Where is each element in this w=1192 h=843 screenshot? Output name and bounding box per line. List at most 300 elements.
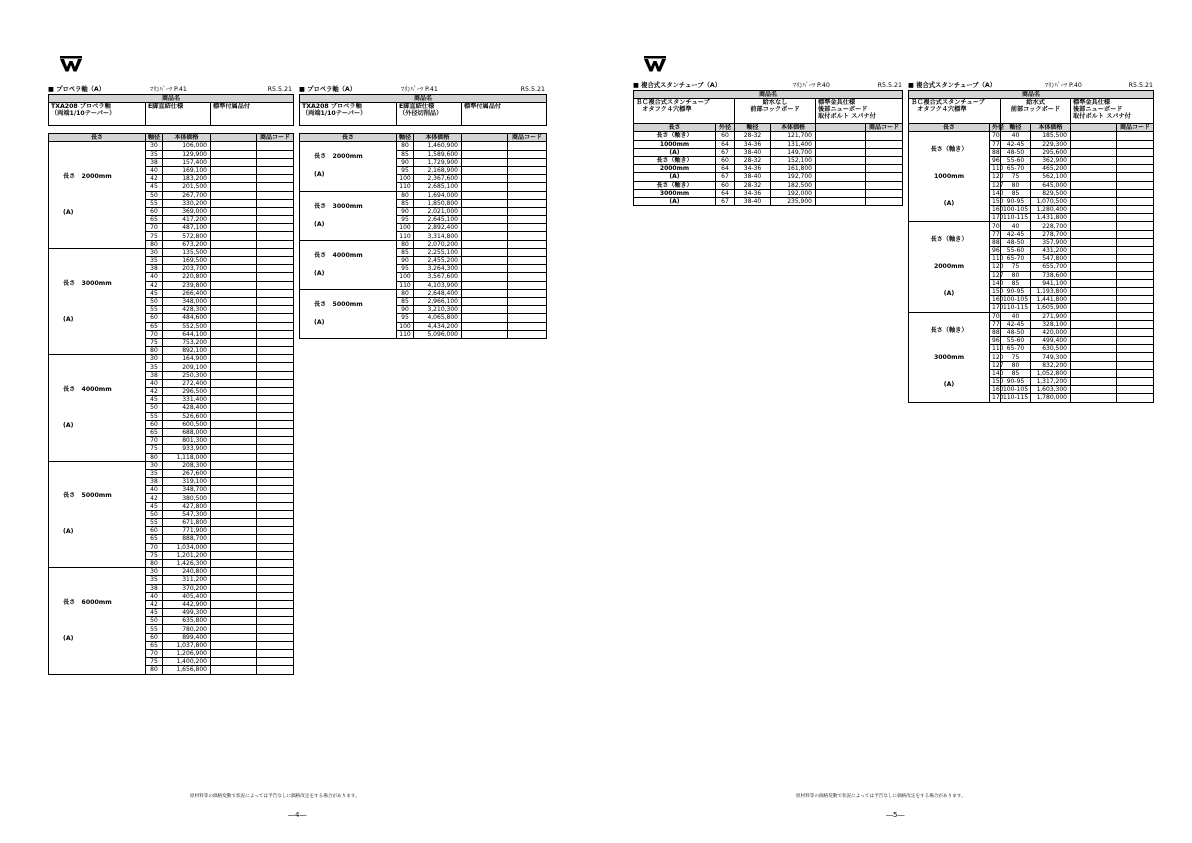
body-price: 311,200 <box>163 576 211 584</box>
body-price: 753,200 <box>163 338 211 346</box>
shaft-diameter: 110 <box>397 183 414 191</box>
body-price: 933,900 <box>163 445 211 453</box>
product-code-cell <box>508 183 547 191</box>
product-code-cell <box>257 248 294 256</box>
product-spec-cell: 給水式 前部コックボード <box>1001 99 1071 124</box>
blank-cell <box>1071 230 1117 238</box>
shaft-diameter: 85 <box>397 297 414 305</box>
shaft-diameter: 34-36 <box>735 189 771 197</box>
column-header <box>462 134 508 142</box>
blank-cell <box>462 265 508 273</box>
blank-cell <box>462 175 508 183</box>
product-name-header: 商品名 <box>300 95 547 103</box>
shaft-diameter: 45 <box>146 289 163 297</box>
shaft-diameter: 50 <box>146 404 163 412</box>
product-code-cell <box>866 165 903 173</box>
shaft-diameter: 38 <box>146 371 163 379</box>
outer-diameter: 160 <box>990 386 1001 394</box>
blank-cell <box>211 453 257 461</box>
blank-cell <box>462 289 508 297</box>
body-price: 635,800 <box>163 617 211 625</box>
product-code-cell <box>1117 361 1154 369</box>
blank-cell <box>211 609 257 617</box>
product-code-cell <box>257 650 294 658</box>
shaft-diameter: 75 <box>146 445 163 453</box>
product-code-cell <box>508 175 547 183</box>
body-price: 330,200 <box>163 199 211 207</box>
body-price: 131,400 <box>771 140 816 148</box>
product-code-cell <box>257 404 294 412</box>
product-code-cell <box>257 199 294 207</box>
shaft-diameter: 100-105 <box>1001 206 1031 214</box>
blank-cell <box>816 140 866 148</box>
shaft-diameter: 80 <box>146 453 163 461</box>
product-code-cell <box>508 265 547 273</box>
shaft-diameter: 70 <box>146 543 163 551</box>
catalog-reference: ﾏﾘﾝﾊﾟｰﾂ P.40 <box>1045 82 1082 89</box>
body-price: 348,000 <box>163 297 211 305</box>
shaft-diameter: 110-115 <box>1001 214 1031 222</box>
blank-cell <box>462 191 508 199</box>
body-price: 1,034,000 <box>163 543 211 551</box>
product-code-cell <box>1117 337 1154 345</box>
product-name-cell: TXA208 プロペラ軸 （両端1/10テーパー） <box>49 103 146 126</box>
shaft-diameter: 34-36 <box>735 165 771 173</box>
propeller-shaft-price-table <box>48 94 294 675</box>
blank-cell <box>816 156 866 164</box>
blank-cell <box>462 240 508 248</box>
shaft-diameter: 45 <box>146 183 163 191</box>
shaft-diameter: 35 <box>146 363 163 371</box>
body-price: 1,589,600 <box>414 150 462 158</box>
shaft-diameter: 42 <box>146 175 163 183</box>
page-number: ―5― <box>886 811 905 819</box>
shaft-diameter: 55-60 <box>1001 337 1031 345</box>
product-code-cell <box>508 224 547 232</box>
blank-cell <box>211 314 257 322</box>
outer-diameter: 60 <box>716 132 735 140</box>
body-price: 749,300 <box>1031 353 1071 361</box>
shaft-diameter: 55 <box>146 306 163 314</box>
blank-cell <box>1071 369 1117 377</box>
outer-diameter: 120 <box>990 353 1001 361</box>
shaft-diameter: 38-40 <box>735 197 771 205</box>
outer-diameter: 60 <box>716 156 735 164</box>
blank-cell <box>211 207 257 215</box>
shaft-diameter: 38-40 <box>735 173 771 181</box>
outer-diameter: 64 <box>716 140 735 148</box>
product-code-cell <box>257 150 294 158</box>
product-name-header: 商品名 <box>634 91 903 99</box>
body-price: 2,966,100 <box>414 297 462 305</box>
blank-cell <box>211 379 257 387</box>
body-price: 771,900 <box>163 527 211 535</box>
body-price: 1,052,800 <box>1031 369 1071 377</box>
product-code-cell <box>1117 328 1154 336</box>
column-header: 外径 <box>990 124 1001 132</box>
revision-date: R5.5.21 <box>520 86 545 93</box>
outer-diameter: 88 <box>990 328 1001 336</box>
body-price: 296,500 <box>163 388 211 396</box>
body-price: 192,000 <box>771 189 816 197</box>
blank-cell <box>816 173 866 181</box>
shaft-diameter: 42-45 <box>1001 230 1031 238</box>
body-price: 1,656,800 <box>163 666 211 674</box>
product-code-cell <box>257 191 294 199</box>
shaft-diameter: 50 <box>146 617 163 625</box>
outer-diameter: 96 <box>990 156 1001 164</box>
shaft-diameter: 60 <box>146 420 163 428</box>
table-row <box>634 165 903 173</box>
body-price: 499,300 <box>163 609 211 617</box>
blank-cell <box>211 338 257 346</box>
product-code-cell <box>257 306 294 314</box>
blank-cell <box>462 248 508 256</box>
product-accessory-cell: 標準金具仕様 後部ニューボード 取付ボルト スパナ付 <box>816 99 903 124</box>
blank-cell <box>211 502 257 510</box>
outer-diameter: 140 <box>990 189 1001 197</box>
shaft-diameter: 75 <box>146 338 163 346</box>
shaft-diameter: 40 <box>146 273 163 281</box>
blank-cell <box>211 265 257 273</box>
shaft-diameter: 48-50 <box>1001 238 1031 246</box>
body-price: 552,500 <box>163 322 211 330</box>
shaft-diameter: 85 <box>397 150 414 158</box>
blank-cell <box>211 494 257 502</box>
body-price: 832,200 <box>1031 361 1071 369</box>
blank-cell <box>211 461 257 469</box>
blank-cell <box>211 289 257 297</box>
blank-cell <box>1071 271 1117 279</box>
body-price: 484,600 <box>163 314 211 322</box>
product-code-cell <box>1117 206 1154 214</box>
product-accessory-cell: 標準付属品付 <box>462 103 547 126</box>
shaft-diameter: 38-40 <box>735 148 771 156</box>
product-code-cell <box>257 478 294 486</box>
blank-cell <box>211 347 257 355</box>
shaft-diameter: 65-70 <box>1001 165 1031 173</box>
blank-cell <box>462 166 508 174</box>
outer-diameter: 67 <box>716 197 735 205</box>
body-price: 185,500 <box>1031 132 1071 140</box>
product-code-cell <box>257 240 294 248</box>
body-price: 235,900 <box>771 197 816 205</box>
shaft-diameter: 75 <box>1001 353 1031 361</box>
body-price: 250,300 <box>163 371 211 379</box>
blank-cell <box>211 355 257 363</box>
product-code-cell <box>257 207 294 215</box>
shaft-diameter: 75 <box>146 232 163 240</box>
blank-cell <box>462 199 508 207</box>
blank-cell <box>1071 279 1117 287</box>
shaft-diameter: 110 <box>397 232 414 240</box>
shaft-diameter: 55-60 <box>1001 156 1031 164</box>
blank-cell <box>211 150 257 158</box>
shaft-diameter: 95 <box>397 166 414 174</box>
body-price: 547,300 <box>163 510 211 518</box>
blank-cell <box>211 306 257 314</box>
body-price: 267,600 <box>163 469 211 477</box>
shaft-diameter: 90 <box>397 306 414 314</box>
catalog-reference: ﾏﾘﾝﾊﾟｰﾂ P.41 <box>150 86 187 93</box>
product-code-cell <box>1117 156 1154 164</box>
body-price: 182,500 <box>771 181 816 189</box>
body-price: 888,700 <box>163 535 211 543</box>
revision-date: R5.5.21 <box>1128 82 1153 89</box>
product-code-cell <box>257 330 294 338</box>
length-group-label: 長さ 6000mm (A) <box>49 568 146 674</box>
body-price: 295,600 <box>1031 148 1071 156</box>
outer-diameter: 127 <box>990 361 1001 369</box>
body-price: 267,700 <box>163 191 211 199</box>
column-header: 長さ <box>909 124 990 132</box>
product-code-cell <box>257 617 294 625</box>
body-price: 369,000 <box>163 207 211 215</box>
product-code-cell <box>257 166 294 174</box>
blank-cell <box>816 148 866 156</box>
product-code-cell <box>257 625 294 633</box>
body-price: 1,431,800 <box>1031 214 1071 222</box>
blank-cell <box>211 617 257 625</box>
shaft-diameter: 80 <box>1001 181 1031 189</box>
product-code-cell <box>1117 287 1154 295</box>
shaft-diameter: 95 <box>397 216 414 224</box>
body-price: 630,500 <box>1031 345 1071 353</box>
body-price: 239,800 <box>163 281 211 289</box>
product-code-cell <box>508 297 547 305</box>
blank-cell <box>462 216 508 224</box>
blank-cell <box>211 592 257 600</box>
product-spec-cell: E脚直結仕様 （外径切削品） <box>397 103 462 126</box>
body-price: 129,900 <box>163 150 211 158</box>
length-group-label: 長さ（軸き） 1000mm (A) <box>909 132 990 222</box>
shaft-diameter: 45 <box>146 502 163 510</box>
shaft-diameter: 30 <box>146 355 163 363</box>
product-code-cell <box>257 568 294 576</box>
body-price: 1,317,200 <box>1031 378 1071 386</box>
body-price: 1,780,000 <box>1031 394 1071 402</box>
shaft-diameter: 65-70 <box>1001 345 1031 353</box>
shaft-diameter: 55 <box>146 412 163 420</box>
table-row <box>300 191 547 199</box>
outer-diameter: 160 <box>990 206 1001 214</box>
shaft-diameter: 60 <box>146 527 163 535</box>
product-code-cell <box>257 420 294 428</box>
table-row <box>300 142 547 150</box>
product-code-cell <box>257 355 294 363</box>
outer-diameter: 110 <box>990 345 1001 353</box>
product-code-cell <box>257 175 294 183</box>
body-price: 899,400 <box>163 633 211 641</box>
product-code-cell <box>1117 312 1154 320</box>
product-code-cell <box>257 158 294 166</box>
section-header <box>908 81 1153 90</box>
body-price: 655,700 <box>1031 263 1071 271</box>
table-row <box>300 289 547 297</box>
blank-cell <box>211 297 257 305</box>
body-price: 240,800 <box>163 568 211 576</box>
product-code-cell <box>257 461 294 469</box>
table-row <box>909 312 1154 320</box>
column-header: 長さ <box>49 134 146 142</box>
body-price: 3,567,600 <box>414 273 462 281</box>
length-group-label: 長さ 2000mm (A) <box>49 142 146 248</box>
blank-cell <box>211 330 257 338</box>
blank-cell <box>462 314 508 322</box>
blank-cell <box>816 165 866 173</box>
blank-cell <box>1071 304 1117 312</box>
shaft-diameter: 55 <box>146 199 163 207</box>
blank-cell <box>1071 206 1117 214</box>
product-code-cell <box>508 330 547 338</box>
shaft-diameter: 28-32 <box>735 132 771 140</box>
blank-cell <box>1071 337 1117 345</box>
body-price: 442,900 <box>163 600 211 608</box>
blank-cell <box>211 486 257 494</box>
blank-cell <box>1071 386 1117 394</box>
blank-cell <box>211 428 257 436</box>
blank-cell <box>462 183 508 191</box>
blank-cell <box>462 297 508 305</box>
outer-diameter: 70 <box>990 312 1001 320</box>
shaft-diameter: 30 <box>146 461 163 469</box>
product-code-cell <box>1117 345 1154 353</box>
shaft-diameter: 40 <box>1001 222 1031 230</box>
shaft-diameter: 70 <box>146 650 163 658</box>
blank-cell <box>462 224 508 232</box>
product-code-cell <box>1117 353 1154 361</box>
blank-cell <box>211 363 257 371</box>
product-code-cell <box>257 297 294 305</box>
body-price: 431,200 <box>1031 247 1071 255</box>
blank-cell <box>211 445 257 453</box>
section-title: ■ 複合式スタンチューブ（A） <box>633 82 722 89</box>
shaft-diameter: 38 <box>146 478 163 486</box>
body-price: 192,700 <box>771 173 816 181</box>
table-row <box>49 568 294 576</box>
outer-diameter: 160 <box>990 296 1001 304</box>
product-code-cell <box>1117 189 1154 197</box>
product-code-cell <box>508 281 547 289</box>
propeller-shaft-machined-price-table <box>299 94 547 339</box>
shaft-diameter: 45 <box>146 396 163 404</box>
blank-cell <box>1071 394 1117 402</box>
product-code-cell <box>257 388 294 396</box>
outer-diameter: 110 <box>990 255 1001 263</box>
product-code-cell <box>257 363 294 371</box>
body-price: 420,000 <box>1031 328 1071 336</box>
product-spec-cell: E脚直結仕様 <box>146 103 211 126</box>
blank-cell <box>1071 214 1117 222</box>
shaft-diameter: 85 <box>1001 279 1031 287</box>
body-price: 4,065,800 <box>414 314 462 322</box>
outer-diameter: 140 <box>990 279 1001 287</box>
product-code-cell <box>508 207 547 215</box>
shaft-diameter: 35 <box>146 576 163 584</box>
outer-diameter: 170 <box>990 394 1001 402</box>
blank-cell <box>211 535 257 543</box>
outer-diameter: 150 <box>990 197 1001 205</box>
blank-cell <box>211 396 257 404</box>
product-name-cell: TXA208 プロペラ軸 （両端1/10テーパー） <box>300 103 397 126</box>
blank-cell <box>1071 255 1117 263</box>
body-price: 499,400 <box>1031 337 1071 345</box>
blank-cell <box>211 216 257 224</box>
body-price: 465,200 <box>1031 165 1071 173</box>
body-price: 1,605,900 <box>1031 304 1071 312</box>
shaft-diameter: 80 <box>397 142 414 150</box>
column-header: 商品コード <box>508 134 547 142</box>
blank-cell <box>1071 148 1117 156</box>
table-row <box>634 140 903 148</box>
length-group-label: 長さ 5000mm (A) <box>49 461 146 567</box>
outer-diameter: 88 <box>990 238 1001 246</box>
product-code-cell <box>257 519 294 527</box>
table-row <box>49 461 294 469</box>
product-code-cell <box>1117 271 1154 279</box>
product-name-header: 商品名 <box>49 95 294 103</box>
product-code-cell <box>257 273 294 281</box>
body-price: 417,200 <box>163 216 211 224</box>
body-price: 829,500 <box>1031 189 1071 197</box>
body-price: 644,100 <box>163 330 211 338</box>
product-code-cell <box>1117 181 1154 189</box>
body-price: 362,900 <box>1031 156 1071 164</box>
outer-diameter: 67 <box>716 148 735 156</box>
shaft-diameter: 60 <box>146 207 163 215</box>
shaft-diameter: 85 <box>397 199 414 207</box>
table-row <box>49 248 294 256</box>
shaft-diameter: 75 <box>146 551 163 559</box>
blank-cell <box>211 559 257 567</box>
table-row <box>634 148 903 156</box>
body-price: 1,850,800 <box>414 199 462 207</box>
body-price: 780,200 <box>163 625 211 633</box>
blank-cell <box>462 207 508 215</box>
table-row <box>300 240 547 248</box>
body-price: 272,400 <box>163 379 211 387</box>
body-price: 2,892,400 <box>414 224 462 232</box>
product-code-cell <box>508 314 547 322</box>
shaft-diameter: 80 <box>397 240 414 248</box>
length-group-label: 長さ（軸き） <box>634 156 716 164</box>
blank-cell <box>211 142 257 150</box>
column-header <box>816 124 866 132</box>
body-price: 427,800 <box>163 502 211 510</box>
product-code-cell <box>866 197 903 205</box>
shaft-diameter: 35 <box>146 469 163 477</box>
shaft-diameter: 100 <box>397 175 414 183</box>
shaft-diameter: 110-115 <box>1001 394 1031 402</box>
shaft-diameter: 65 <box>146 535 163 543</box>
body-price: 572,800 <box>163 232 211 240</box>
outer-diameter: 140 <box>990 369 1001 377</box>
product-code-cell <box>508 158 547 166</box>
shaft-diameter: 90-95 <box>1001 378 1031 386</box>
shaft-diameter: 85 <box>1001 189 1031 197</box>
table-row <box>634 156 903 164</box>
body-price: 1,603,300 <box>1031 386 1071 394</box>
shaft-diameter: 90 <box>397 257 414 265</box>
shaft-diameter: 35 <box>146 150 163 158</box>
product-code-cell <box>508 150 547 158</box>
blank-cell <box>211 650 257 658</box>
outer-diameter: 127 <box>990 181 1001 189</box>
shaft-diameter: 65 <box>146 428 163 436</box>
product-code-cell <box>257 600 294 608</box>
body-price: 161,800 <box>771 165 816 173</box>
product-code-cell <box>508 166 547 174</box>
